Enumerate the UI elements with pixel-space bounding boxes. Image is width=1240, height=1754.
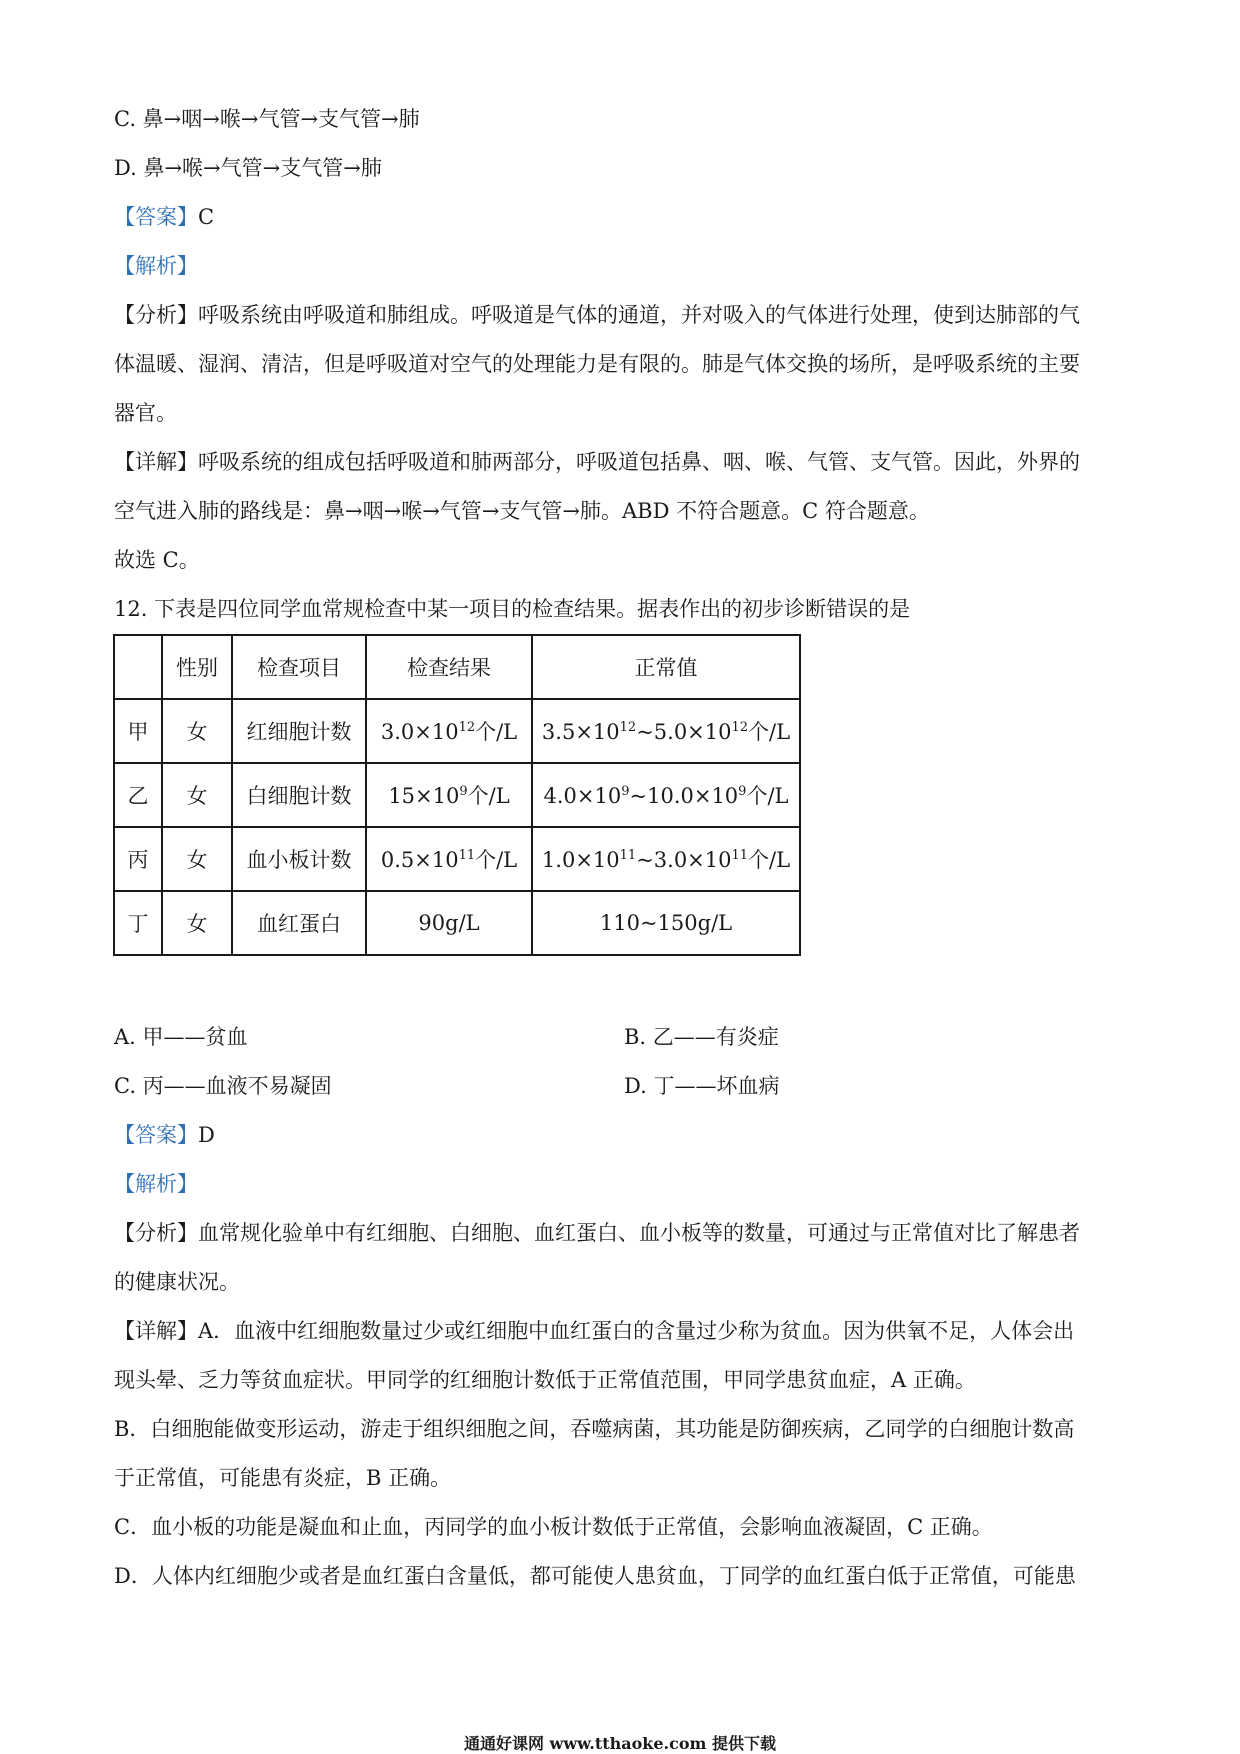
analysis-tag-q12: 【解析】: [114, 1172, 198, 1196]
xiangjie-line-1: [114, 447, 1080, 477]
header-cell: 性别: [162, 635, 232, 699]
value-exponent: 11: [731, 848, 749, 863]
value-unit: 个/L: [748, 720, 791, 744]
table-cell: 白细胞计数: [232, 763, 366, 827]
table-cell: 血红蛋白: [232, 891, 366, 955]
analysis-tag: 【解析】: [114, 254, 198, 278]
header-cell: 检查项目: [232, 635, 366, 699]
value-exponent: 12: [731, 720, 749, 735]
fenxi-line-2: 体温暖、湿润、清洁，但是呼吸道对空气的处理能力是有限的。肺是气体交换的场所，是呼吸系统的主要: [114, 352, 1080, 376]
fenxi-tag: 【分析】: [114, 303, 198, 327]
table-cell: [366, 827, 532, 891]
fenxi-tag: 【分析】: [114, 1221, 198, 1245]
value-base: ~5.0×10: [636, 720, 732, 744]
value-unit: 个/L: [475, 848, 518, 872]
value-unit: 个/L: [475, 720, 518, 744]
table-cell: 女: [162, 827, 232, 891]
option-c-q12: C. 丙——血液不易凝固: [114, 1074, 332, 1098]
value-exponent: 12: [619, 720, 637, 735]
table-header-row: [114, 635, 800, 699]
option-c: C. 鼻→咽→喉→气管→支气管→肺: [114, 107, 420, 131]
table-row: [114, 699, 800, 763]
value-base: 3.5×10: [541, 720, 620, 744]
value-unit: 个/L: [746, 784, 789, 808]
value-exponent: 11: [619, 848, 637, 863]
table-cell: 红细胞计数: [232, 699, 366, 763]
value-base: 4.0×10: [543, 784, 622, 808]
table-cell: 血小板计数: [232, 827, 366, 891]
value-exponent: 11: [458, 848, 476, 863]
xiangjie-line-a2: 现头晕、乏力等贫血症状。甲同学的红细胞计数低于正常值范围，甲同学患贫血症，A 正确。: [114, 1368, 976, 1392]
fenxi-line-1: [114, 300, 1080, 330]
header-cell: 检查结果: [366, 635, 532, 699]
fenxi-line-3: 器官。: [114, 401, 177, 425]
value-base: ~3.0×10: [636, 848, 732, 872]
table-cell: 女: [162, 699, 232, 763]
answer-tag: 【答案】: [114, 1123, 198, 1147]
table-cell: [532, 763, 800, 827]
answer-tag: 【答案】: [114, 205, 198, 229]
table-cell: [532, 827, 800, 891]
value-exponent: 9: [459, 784, 468, 799]
table-row: [114, 763, 800, 827]
option-a: A. 甲——贫血: [114, 1025, 248, 1049]
page-footer: 通通好课网 www.tthaoke.com 提供下载: [463, 1734, 777, 1753]
table-cell: 丙: [114, 827, 162, 891]
table-cell: 甲: [114, 699, 162, 763]
table-cell: 110~150g/L: [532, 891, 800, 955]
value-base: 0.5×10: [380, 848, 459, 872]
xiangjie-text-1: 呼吸系统的组成包括呼吸道和肺两部分，呼吸道包括鼻、咽、喉、气管、支气管。因此，外界的: [198, 450, 1080, 474]
table-cell: [366, 763, 532, 827]
table-cell: [532, 699, 800, 763]
table-cell: 90g/L: [366, 891, 532, 955]
fenxi-text: 血常规化验单中有红细胞、白细胞、血红蛋白、血小板等的数量，可通过与正常值对比了解患者: [198, 1221, 1080, 1245]
question-12-stem: 12. 下表是四位同学血常规检查中某一项目的检查结果。据表作出的初步诊断错误的是: [114, 597, 911, 621]
header-cell: [114, 635, 162, 699]
table-cell: 丁: [114, 891, 162, 955]
xiangjie-line-d: D．人体内红细胞少或者是血红蛋白含量低，都可能使人患贫血，丁同学的血红蛋白低于正常值，可能患: [114, 1564, 1076, 1588]
table-row: [114, 891, 800, 955]
answer-value: C: [198, 205, 215, 229]
value-base: ~10.0×10: [629, 784, 739, 808]
option-d-q12: D. 丁——坏血病: [624, 1074, 780, 1098]
option-b: B. 乙——有炎症: [624, 1025, 779, 1049]
fenxi-text-1: 呼吸系统由呼吸道和肺组成。呼吸道是气体的通道，并对吸入的气体进行处理，使到达肺部的气: [198, 303, 1080, 327]
xiangjie-tag: 【详解】: [114, 450, 198, 474]
table-cell: 女: [162, 763, 232, 827]
table-cell: 乙: [114, 763, 162, 827]
fenxi-line-2-q12: 的健康状况。: [114, 1270, 240, 1294]
xiangjie-line-2: 空气进入肺的路线是：鼻→咽→喉→气管→支气管→肺。ABD 不符合题意。C 符合题意。: [114, 499, 930, 523]
table-row: [114, 827, 800, 891]
value-base: 1.0×10: [541, 848, 620, 872]
option-d: D. 鼻→喉→气管→支气管→肺: [114, 156, 382, 180]
xiangjie-line-c: C．血小板的功能是凝血和止血，丙同学的血小板计数低于正常值，会影响血液凝固，C 正确。: [114, 1515, 993, 1539]
value-unit: 个/L: [748, 848, 791, 872]
value-unit: 个/L: [467, 784, 510, 808]
xiangjie-line-a1: [114, 1316, 1074, 1346]
conclusion: 故选 C。: [114, 548, 200, 572]
xiangjie-line-b1: B．白细胞能做变形运动，游走于组织细胞之间，吞噬病菌，其功能是防御疾病，乙同学的白细胞计数高: [114, 1417, 1075, 1441]
value-base: 3.0×10: [380, 720, 459, 744]
value-exponent: 9: [621, 784, 630, 799]
answer-line-q12: [114, 1120, 215, 1150]
xiangjie-text: A．血液中红细胞数量过少或红细胞中血红蛋白的含量过少称为贫血。因为供氧不足，人体会出: [198, 1319, 1075, 1343]
exam-result-table: [113, 634, 801, 956]
xiangjie-tag: 【详解】: [114, 1319, 198, 1343]
value-base: 15×10: [388, 784, 460, 808]
fenxi-line-1-q12: [114, 1218, 1080, 1248]
value-exponent: 9: [738, 784, 747, 799]
answer-value: D: [198, 1123, 215, 1147]
table-cell: [366, 699, 532, 763]
xiangjie-line-b2: 于正常值，可能患有炎症，B 正确。: [114, 1466, 452, 1490]
table-cell: 女: [162, 891, 232, 955]
answer-line: [114, 202, 214, 232]
value-exponent: 12: [458, 720, 476, 735]
header-cell: 正常值: [532, 635, 800, 699]
